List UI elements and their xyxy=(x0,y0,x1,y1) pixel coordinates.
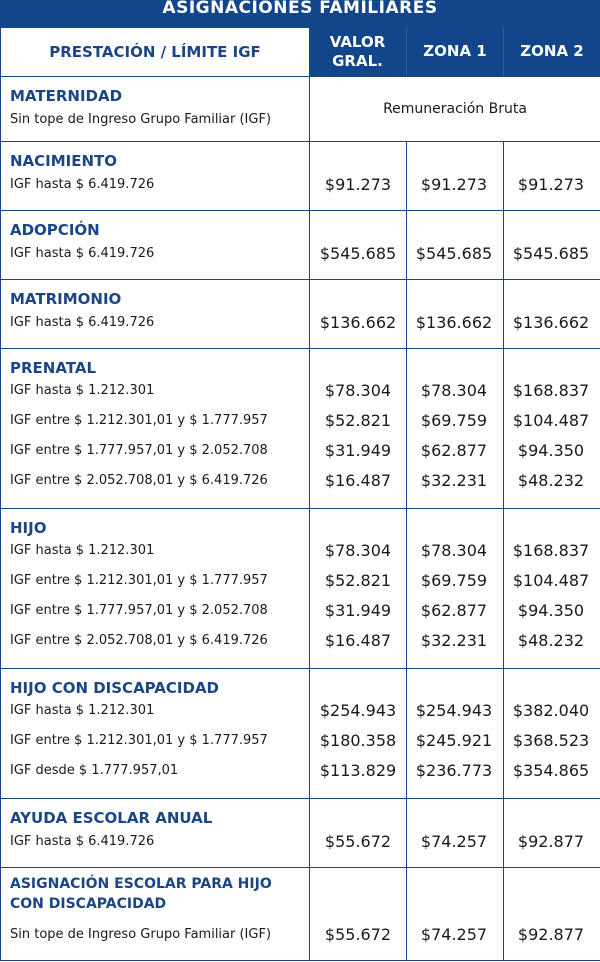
value-valor-gral: $16.487 xyxy=(324,471,392,490)
value-zona-1: $69.759 xyxy=(420,571,488,590)
grid-line xyxy=(309,76,310,961)
grid-line xyxy=(0,76,1,961)
grid-line xyxy=(0,798,600,799)
value-zona-1: $74.257 xyxy=(420,925,488,944)
header-valor-line1: VALOR xyxy=(329,32,386,51)
value-zona-2: $382.040 xyxy=(512,701,590,720)
header-prestacion: PRESTACIÓN / LÍMITE IGF xyxy=(0,27,309,76)
value-zona-2: $94.350 xyxy=(517,441,585,460)
value-valor-gral: $55.672 xyxy=(324,925,392,944)
value-valor-gral: $31.949 xyxy=(324,441,392,460)
grid-line xyxy=(0,141,600,142)
section-title-maternidad: MATERNIDAD xyxy=(10,87,123,105)
value-zona-2: $168.837 xyxy=(512,541,590,560)
grid-line xyxy=(0,508,600,509)
grid-line xyxy=(0,960,600,961)
row-label: IGF hasta $ 6.419.726 xyxy=(10,315,155,330)
value-zona-2: $48.232 xyxy=(517,471,585,490)
section-title-adopcion: ADOPCIÓN xyxy=(10,221,100,239)
value-zona-1: $32.231 xyxy=(420,631,488,650)
row-label: Sin tope de Ingreso Grupo Familiar (IGF) xyxy=(10,112,272,127)
section-title-prenatal: PRENATAL xyxy=(10,359,97,377)
row-label: IGF entre $ 1.777.957,01 y $ 2.052.708 xyxy=(10,603,268,618)
value-zona-1: $62.877 xyxy=(420,441,488,460)
row-label: IGF desde $ 1.777.957,01 xyxy=(10,763,179,778)
header-valor-gral xyxy=(309,27,406,76)
value-zona-2: $48.232 xyxy=(517,631,585,650)
section-title-ayuda-escolar: AYUDA ESCOLAR ANUAL xyxy=(10,809,213,827)
section-title-nacimiento: NACIMIENTO xyxy=(10,152,118,170)
value-zona-2: $104.487 xyxy=(512,571,590,590)
value-zona-1: $62.877 xyxy=(420,601,488,620)
value-zona-1: $136.662 xyxy=(415,313,493,332)
value-zona-1: $245.921 xyxy=(415,731,493,750)
value-zona-2: $92.877 xyxy=(517,832,585,851)
value-zona-2: $168.837 xyxy=(512,381,590,400)
value-zona-2: $91.273 xyxy=(517,175,585,194)
value-valor-gral: $31.949 xyxy=(324,601,392,620)
value-valor-gral: $254.943 xyxy=(319,701,397,720)
value-valor-gral: $52.821 xyxy=(324,411,392,430)
row-label: IGF entre $ 1.212.301,01 y $ 1.777.957 xyxy=(10,413,268,428)
grid-line xyxy=(0,348,600,349)
row-label: IGF hasta $ 1.212.301 xyxy=(10,703,155,718)
value-valor-gral: $136.662 xyxy=(319,313,397,332)
row-label: IGF entre $ 1.777.957,01 y $ 2.052.708 xyxy=(10,443,268,458)
header-valor-line2: GRAL. xyxy=(332,51,383,70)
value-zona-2: $94.350 xyxy=(517,601,585,620)
grid-line xyxy=(0,867,600,868)
row-label: IGF hasta $ 6.419.726 xyxy=(10,834,155,849)
value-valor-gral: $78.304 xyxy=(324,541,392,560)
value-valor-gral: $52.821 xyxy=(324,571,392,590)
value-zona-1: $74.257 xyxy=(420,832,488,851)
header-zona-1: ZONA 1 xyxy=(406,27,503,76)
row-label: Sin tope de Ingreso Grupo Familiar (IGF) xyxy=(10,927,272,942)
value-zona-2: $92.877 xyxy=(517,925,585,944)
row-label: IGF entre $ 1.212.301,01 y $ 1.777.957 xyxy=(10,573,268,588)
row-label: IGF hasta $ 6.419.726 xyxy=(10,177,155,192)
value-valor-gral: $78.304 xyxy=(324,381,392,400)
row-label: IGF hasta $ 1.212.301 xyxy=(10,383,155,398)
row-label: IGF hasta $ 1.212.301 xyxy=(10,543,155,558)
grid-line xyxy=(0,76,600,77)
value-zona-1: $545.685 xyxy=(415,244,493,263)
grid-line xyxy=(0,668,600,669)
value-valor-gral: $91.273 xyxy=(324,175,392,194)
value-valor-gral: $180.358 xyxy=(319,731,397,750)
remuneracion-bruta: Remuneración Bruta xyxy=(383,101,527,117)
value-valor-gral: $113.829 xyxy=(319,761,397,780)
value-zona-1: $32.231 xyxy=(420,471,488,490)
table-title: ASIGNACIONES FAMILIARES xyxy=(0,0,600,27)
row-label: IGF entre $ 2.052.708,01 y $ 6.419.726 xyxy=(10,633,268,648)
section-title-asignacion-escolar-line1: ASIGNACIÓN ESCOLAR PARA HIJO xyxy=(10,876,272,892)
value-zona-1: $78.304 xyxy=(420,381,488,400)
value-zona-1: $91.273 xyxy=(420,175,488,194)
value-zona-1: $69.759 xyxy=(420,411,488,430)
row-label: IGF hasta $ 6.419.726 xyxy=(10,246,155,261)
value-zona-1: $78.304 xyxy=(420,541,488,560)
row-label: IGF entre $ 1.212.301,01 y $ 1.777.957 xyxy=(10,733,268,748)
value-zona-1: $254.943 xyxy=(415,701,493,720)
value-zona-2: $136.662 xyxy=(512,313,590,332)
value-valor-gral: $16.487 xyxy=(324,631,392,650)
value-zona-2: $545.685 xyxy=(512,244,590,263)
value-zona-2: $104.487 xyxy=(512,411,590,430)
value-zona-2: $368.523 xyxy=(512,731,590,750)
value-valor-gral: $545.685 xyxy=(319,244,397,263)
header-zona-2: ZONA 2 xyxy=(503,27,600,76)
value-valor-gral: $55.672 xyxy=(324,832,392,851)
grid-line xyxy=(0,279,600,280)
grid-line xyxy=(0,210,600,211)
section-title-asignacion-escolar-line2: CON DISCAPACIDAD xyxy=(10,896,167,912)
section-title-matrimonio: MATRIMONIO xyxy=(10,290,122,308)
section-title-hijo-discapacidad: HIJO CON DISCAPACIDAD xyxy=(10,679,220,697)
value-zona-2: $354.865 xyxy=(512,761,590,780)
row-label: IGF entre $ 2.052.708,01 y $ 6.419.726 xyxy=(10,473,268,488)
value-zona-1: $236.773 xyxy=(415,761,493,780)
section-title-hijo: HIJO xyxy=(10,519,47,537)
